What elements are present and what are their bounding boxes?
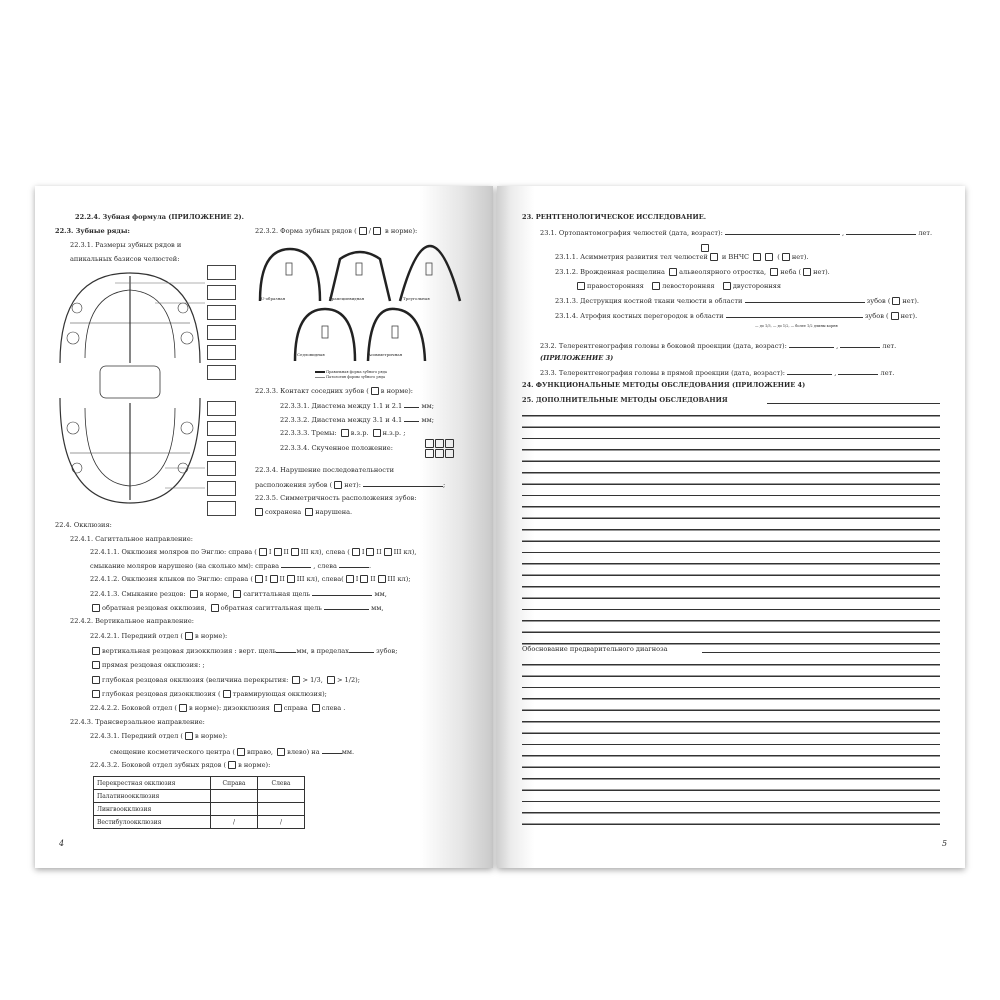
table-header: Справа <box>211 777 258 790</box>
measure-box[interactable] <box>207 441 236 456</box>
table-row: Вестибулоокклюзия / / <box>94 816 305 829</box>
cell-right[interactable]: / <box>211 816 258 829</box>
arch-triangle <box>400 246 460 301</box>
section-22-3-4: 22.3.4. Нарушение последовательности <box>255 466 395 474</box>
cell-right[interactable] <box>211 790 258 803</box>
section-25: 25. ДОПОЛНИТЕЛЬНЫЕ МЕТОДЫ ОБСЛЕДОВАНИЯ <box>522 396 728 404</box>
crossbite-table <box>93 776 305 829</box>
section-22-3-1-cont: апикальных базисов челюстей: <box>70 255 180 263</box>
section-22-3-4-cont: расположения зубов ( нет): ; <box>255 481 446 489</box>
jaw-diagram <box>55 268 205 508</box>
straight-bite: прямая резцовая окклюзия: ; <box>90 661 205 669</box>
crowding-checkbox-grid <box>425 439 455 458</box>
section-23-2: 23.2. Телерентгенография головы в боковой проекции (дата, возраст): , лет. <box>540 342 897 350</box>
section-23-1-4: 23.1.4. Атрофия костных перегородок в области зубов ( нет). <box>555 312 918 320</box>
measure-box[interactable] <box>207 265 236 280</box>
arch-trapezoid <box>330 252 390 301</box>
section-22-4: 22.4. Окклюзия: <box>55 521 112 529</box>
section-23: 23. РЕНТГЕНОЛОГИЧЕСКОЕ ИССЛЕДОВАНИЕ. <box>522 213 707 221</box>
left-page <box>35 186 493 868</box>
section-22-3-2: 22.3.2. Форма зубных рядов ( / в норме): <box>255 227 418 235</box>
crowding: 22.3.3.4. Скученное положение: <box>280 444 393 452</box>
page-number: 4 <box>59 839 65 848</box>
section-22-3-3: 22.3.3. Контакт соседних зубов ( в норме): <box>255 387 414 395</box>
section-22-3: 22.3. Зубные ряды: <box>55 227 130 235</box>
reverse-occlusion: обратная резцовая окклюзия, обратная сагиттальная щель мм, <box>90 603 383 612</box>
measure-box[interactable] <box>207 501 236 516</box>
vertical-open-bite: вертикальная резцовая дизокклюзия : верт. щель мм, в пределах зубов; <box>90 646 397 655</box>
section-22-4-1-1: 22.4.1.1. Окклюзия моляров по Энглю: справа ( I II III кл), слева ( I II III кл), <box>90 548 417 556</box>
deep-disocclusion: глубокая резцовая дизокклюзия ( травмирующая окклюзия); <box>90 690 327 698</box>
section-22-4-2-1: 22.4.2.1. Передний отдел ( в норме): <box>90 632 228 640</box>
measure-box[interactable] <box>207 401 236 416</box>
molar-offset: смыкание моляров нарушено (на сколько мм): справа , слева . <box>90 562 372 570</box>
section-22-4-1-3: 22.4.1.3. Смыкание резцов: в норме, сагиттальная щель мм, <box>90 590 387 598</box>
arch-label: Седловидная <box>297 352 325 357</box>
measure-box[interactable] <box>207 461 236 476</box>
diastema-lower: 22.3.3.2. Диастема между 3.1 и 4.1 мм; <box>280 416 434 424</box>
arch-label: Асимметричная <box>368 352 403 357</box>
section-23-1-3: 23.1.3. Деструкция костной ткани челюсти в области зубов ( нет). <box>555 297 920 305</box>
section-23-1: 23.1. Ортопантомография челюстей (дата, возраст): , лет. <box>540 229 933 237</box>
diagnosis-writing-lines[interactable] <box>522 654 940 826</box>
legend-correct: Правильная форма зубного ряда <box>315 368 387 376</box>
cleft-sides: правосторонняя левосторонняя двусторонняя <box>575 282 781 290</box>
atrophy-legend: — до 1/3, — до 1/2, — более 1/2 длины корня <box>755 324 838 328</box>
midline-shift: смещение косметического центра ( вправо, влево) на мм. <box>110 748 355 756</box>
arch-label: Треугольная <box>403 296 430 301</box>
section-24: 24. ФУНКЦИОНАЛЬНЫЕ МЕТОДЫ ОБСЛЕДОВАНИЯ (ПРИЛОЖЕНИЕ 4) <box>522 381 806 389</box>
measure-box[interactable] <box>207 325 236 340</box>
measure-box[interactable] <box>207 345 236 360</box>
section-22-3-5: 22.3.5. Симметричность расположения зубов: <box>255 494 417 502</box>
legend-pathology: Патология формы зубного ряда <box>315 373 385 381</box>
section-23-3: 23.3. Телерентгенография головы в прямой проекции (дата, возраст): , лет. <box>540 369 895 377</box>
symmetry-options: сохранена нарушена. <box>253 508 352 516</box>
measure-box[interactable] <box>207 365 236 380</box>
arch-label: U-образная <box>261 296 286 301</box>
section-22-4-3: 22.4.3. Трансверзальное направление: <box>70 718 205 726</box>
checkbox[interactable] <box>701 244 709 252</box>
table-header: Слева <box>258 777 305 790</box>
arch-shapes <box>255 241 470 366</box>
diastema-upper: 22.3.3.1. Диастема между 1.1 и 2.1 мм; <box>280 402 434 410</box>
section-22-4-2: 22.4.2. Вертикальное направление: <box>70 617 194 625</box>
section-23-1-2: 23.1.2. Врожденная расщелина альвеолярного отростка, неба ( нет). <box>555 268 830 276</box>
measure-box[interactable] <box>207 285 236 300</box>
section-22-4-2-2: 22.4.2.2. Боковой отдел ( в норме): дизокклюзия справа слева . <box>90 704 346 712</box>
table-row: Палатиноокклюзия <box>94 790 305 803</box>
writing-lines[interactable] <box>522 405 940 645</box>
page-number: 5 <box>942 839 948 848</box>
front-teeth <box>100 366 160 398</box>
cell-left[interactable] <box>258 803 305 816</box>
appendix-3: (ПРИЛОЖЕНИЕ 3) <box>540 354 614 362</box>
section-22-4-1-2: 22.4.1.2. Окклюзия клыков по Энглю: справа ( I II III кл), слева( I II III кл); <box>90 575 411 583</box>
measure-box[interactable] <box>207 421 236 436</box>
diagnosis-label: Обоснование предварительного диагноза <box>522 645 668 653</box>
table-row: Лингвоокклюзия <box>94 803 305 816</box>
cell-right[interactable] <box>211 803 258 816</box>
table-header: Перекрестная окклюзия <box>94 777 211 790</box>
section-22-4-3-1: 22.4.3.1. Передний отдел ( в норме): <box>90 732 228 740</box>
section-22-4-1: 22.4.1. Сагиттальное направление: <box>70 535 193 543</box>
section-22-4-3-2: 22.4.3.2. Боковой отдел зубных рядов ( в норме): <box>90 761 271 769</box>
section-22-2-4: 22.2.4. Зубная формула (ПРИЛОЖЕНИЕ 2). <box>75 213 244 221</box>
arch-label: Трапециевидная <box>329 296 365 301</box>
right-page <box>497 186 965 868</box>
deep-bite: глубокая резцовая окклюзия (величина перекрытия: > 1/3, > 1/2); <box>90 676 360 684</box>
measure-box[interactable] <box>207 481 236 496</box>
diagnosis-line[interactable] <box>702 652 940 653</box>
cell-left[interactable] <box>258 790 305 803</box>
measure-box[interactable] <box>207 305 236 320</box>
tremas: 22.3.3.3. Тремы: в.з.р. н.з.р. ; <box>280 429 406 437</box>
section-23-1-1: 23.1.1. Асимметрия развития тел челюстей и ВНЧС ( нет). <box>555 253 809 261</box>
section-25-line[interactable] <box>767 403 940 404</box>
cell-left[interactable]: / <box>258 816 305 829</box>
section-22-3-1: 22.3.1. Размеры зубных рядов и <box>70 241 182 249</box>
